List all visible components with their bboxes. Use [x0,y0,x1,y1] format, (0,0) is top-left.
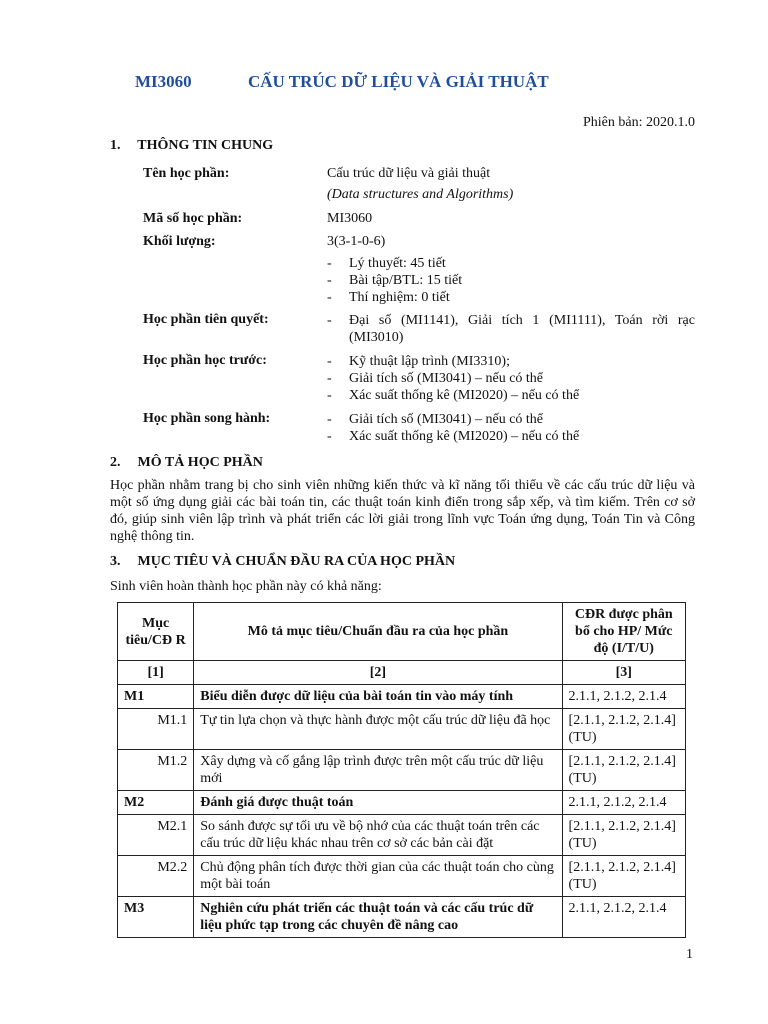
objective-id: M2.2 [118,856,194,897]
prereq-label: Học phần tiên quyết: [143,312,269,327]
table-header-cell: CĐR được phân bổ cho HP/ Mức độ (I/T/U) [562,603,685,661]
course-name-vi: Cấu trúc dữ liệu và giải thuật [327,166,491,181]
before-list [327,353,695,404]
parallel-list [327,411,695,445]
section-number: 3. [110,554,121,569]
section-3-heading [110,554,455,570]
objective-id: M1 [118,685,194,709]
table-row [118,856,686,897]
credits-value: 3(3-1-0-6) [327,234,386,249]
objective-cdr: 2.1.1, 2.1.2, 2.1.4 [562,685,685,709]
objective-cdr: [2.1.1, 2.1.2, 2.1.4] (TU) [562,856,685,897]
table-row [118,815,686,856]
table-header-row [118,603,686,661]
objective-desc: Tự tin lựa chọn và thực hành được một cấu trúc dữ liệu đã học [194,709,562,750]
list-item: - Lý thuyết: 45 tiết [327,255,695,272]
parallel-label: Học phần song hành: [143,411,271,426]
table-row [118,709,686,750]
table-index-cell: [1] [118,661,194,685]
table-row [118,897,686,938]
course-name-label: Tên học phần: [143,166,230,181]
course-code-label: Mã số học phần: [143,211,243,226]
list-item: - Kỹ thuật lập trình (MI3310); [327,353,695,370]
table-header-cell: Mô tả mục tiêu/Chuẩn đầu ra của học phần [194,603,562,661]
credits-label: Khối lượng: [143,234,216,249]
list-item: - Xác suất thống kê (MI2020) – nếu có thể [327,387,695,404]
section-title: MỤC TIÊU VÀ CHUẨN ĐẦU RA CỦA HỌC PHẦN [137,554,456,569]
version-label: Phiên bản: 2020.1.0 [583,115,695,130]
table-index-cell: [2] [194,661,562,685]
objective-desc: Chủ động phân tích được thời gian của các thuật toán cho cùng một bài toán [194,856,562,897]
table-index-cell: [3] [562,661,685,685]
table-index-row [118,661,686,685]
prereq-list [327,312,695,346]
section-title: THÔNG TIN CHUNG [137,138,274,153]
list-item: - Thí nghiệm: 0 tiết [327,289,695,306]
objectives-table [117,602,686,938]
section-number: 2. [110,455,121,470]
objective-cdr: [2.1.1, 2.1.2, 2.1.4] (TU) [562,709,685,750]
section-3-intro: Sinh viên hoàn thành học phần này có khả năng: [110,579,382,594]
list-item: - Đại số (MI1141), Giải tích 1 (MI1111), Toán rời rạc (MI3010) [327,312,695,346]
objective-cdr: [2.1.1, 2.1.2, 2.1.4] (TU) [562,750,685,791]
page-number: 1 [686,947,693,962]
objective-cdr: 2.1.1, 2.1.2, 2.1.4 [562,791,685,815]
credits-list [327,255,695,306]
section-title: MÔ TẢ HỌC PHẦN [137,455,263,470]
list-item: - Bài tập/BTL: 15 tiết [327,272,695,289]
list-item: - Giải tích số (MI3041) – nếu có thể [327,411,695,428]
before-label: Học phần học trước: [143,353,267,368]
table-header-cell: Mục tiêu/CĐ R [118,603,194,661]
objective-id: M1.2 [118,750,194,791]
objective-cdr: [2.1.1, 2.1.2, 2.1.4] (TU) [562,815,685,856]
list-item: - Xác suất thống kê (MI2020) – nếu có thể [327,428,695,445]
course-description: Học phần nhằm trang bị cho sinh viên những kiến thức và kĩ năng tối thiểu về các cấu trúc dữ liệu và một số ứng dụng giải các bài toán tin, các thuật toán kinh điển trong sắp xếp, và tìm kiếm. Trên cơ sở đó, giúp sinh viên lập trình và phát triển các lời giải trong lĩnh vực Toán ứng dụng, Toán Tin và Công nghệ thông tin. [110,478,695,544]
table-row [118,791,686,815]
table-row [118,750,686,791]
course-name-en: (Data structures and Algorithms) [327,187,514,202]
course-code-header: MI3060 [135,72,192,91]
objective-desc: Biểu diễn được dữ liệu của bài toán tin vào máy tính [194,685,562,709]
objective-desc: Xây dựng và cố gắng lập trình được trên một cấu trúc dữ liệu mới [194,750,562,791]
objective-desc: Đánh giá được thuật toán [194,791,562,815]
objective-desc: Nghiên cứu phát triển các thuật toán và các cấu trúc dữ liệu phức tạp trong các chuyên đề nâng cao [194,897,562,938]
objective-id: M2.1 [118,815,194,856]
objective-id: M2 [118,791,194,815]
list-item: - Giải tích số (MI3041) – nếu có thể [327,370,695,387]
section-number: 1. [110,138,121,153]
section-2-heading [110,455,263,471]
course-title-header: CẤU TRÚC DỮ LIỆU VÀ GIẢI THUẬT [248,72,549,91]
section-1-heading [110,138,273,154]
objective-desc: So sánh được sự tối ưu về bộ nhớ của các thuật toán trên các cấu trúc dữ liệu khác nhau trên cơ sở các bản cài đặt [194,815,562,856]
course-code-value: MI3060 [327,211,373,226]
objective-cdr: 2.1.1, 2.1.2, 2.1.4 [562,897,685,938]
objective-id: M1.1 [118,709,194,750]
objective-id: M3 [118,897,194,938]
table-row [118,685,686,709]
